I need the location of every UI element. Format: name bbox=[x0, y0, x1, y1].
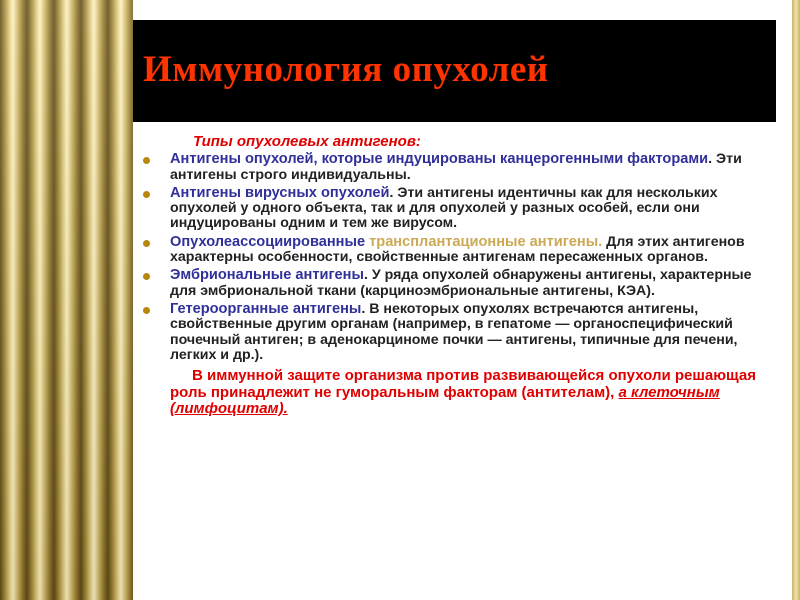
curtain-decoration bbox=[0, 0, 133, 600]
bullet-icon bbox=[143, 157, 150, 164]
item-text: Для этих антигенов характерны особенности, свойственные антигенам пересаженных органов. bbox=[170, 233, 745, 266]
item-text: . Эти антигены идентичны как для нескольких опухолей у одного объекта, так и для опухолей у разных особей, если они индуцированы одним и тем же вирусом. bbox=[170, 184, 718, 232]
curtain-edge-decoration bbox=[792, 0, 800, 600]
item-lead: Гетероорганные антигены bbox=[170, 300, 362, 317]
list-item bbox=[138, 186, 768, 232]
item-lead: Антигены опухолей, которые индуцированы канцерогенными факторами bbox=[170, 151, 709, 168]
item-text: . Эти антигены строго индивидуальны. bbox=[170, 151, 742, 183]
conclusion-emphasis: а клеточным (лимфоцитам). bbox=[170, 383, 720, 418]
item-lead: Антигены вирусных опухолей bbox=[170, 184, 390, 201]
conclusion-text: В иммунной защите организма против развивающейся опухоли решающая роль принадлежит не гуморальным факторам (антителам), bbox=[170, 367, 756, 401]
item-lead: Опухолеассоциированные bbox=[170, 233, 366, 250]
item-lead-secondary: трансплантационные антигены. bbox=[365, 233, 603, 250]
title-banner bbox=[133, 20, 776, 122]
list-item bbox=[138, 302, 768, 363]
slide-content bbox=[138, 134, 768, 418]
list-item bbox=[138, 152, 768, 183]
list-item bbox=[138, 268, 768, 299]
page-title: Иммунология опухолей bbox=[143, 49, 549, 90]
conclusion-paragraph bbox=[138, 368, 768, 418]
bullet-icon bbox=[143, 307, 150, 314]
bullet-icon bbox=[143, 273, 150, 280]
item-text: . В некоторых опухолях встречаются антигены, свойственные другим органам (например, в гепатоме — органоспецифический почечный антиген; в аденокарциноме почки — антигены, типичные для печени, легких и др.). bbox=[170, 300, 738, 363]
list-item bbox=[138, 235, 768, 266]
bullet-icon bbox=[143, 240, 150, 247]
bullet-icon bbox=[143, 191, 150, 198]
item-text: . У ряда опухолей обнаружены антигены, характерные для эмбриональной ткани (карциноэмбриональные антигены, КЭА). bbox=[170, 267, 752, 299]
item-lead: Эмбриональные антигены bbox=[170, 267, 364, 284]
section-subtitle: Типы опухолевых антигенов: bbox=[193, 133, 421, 150]
